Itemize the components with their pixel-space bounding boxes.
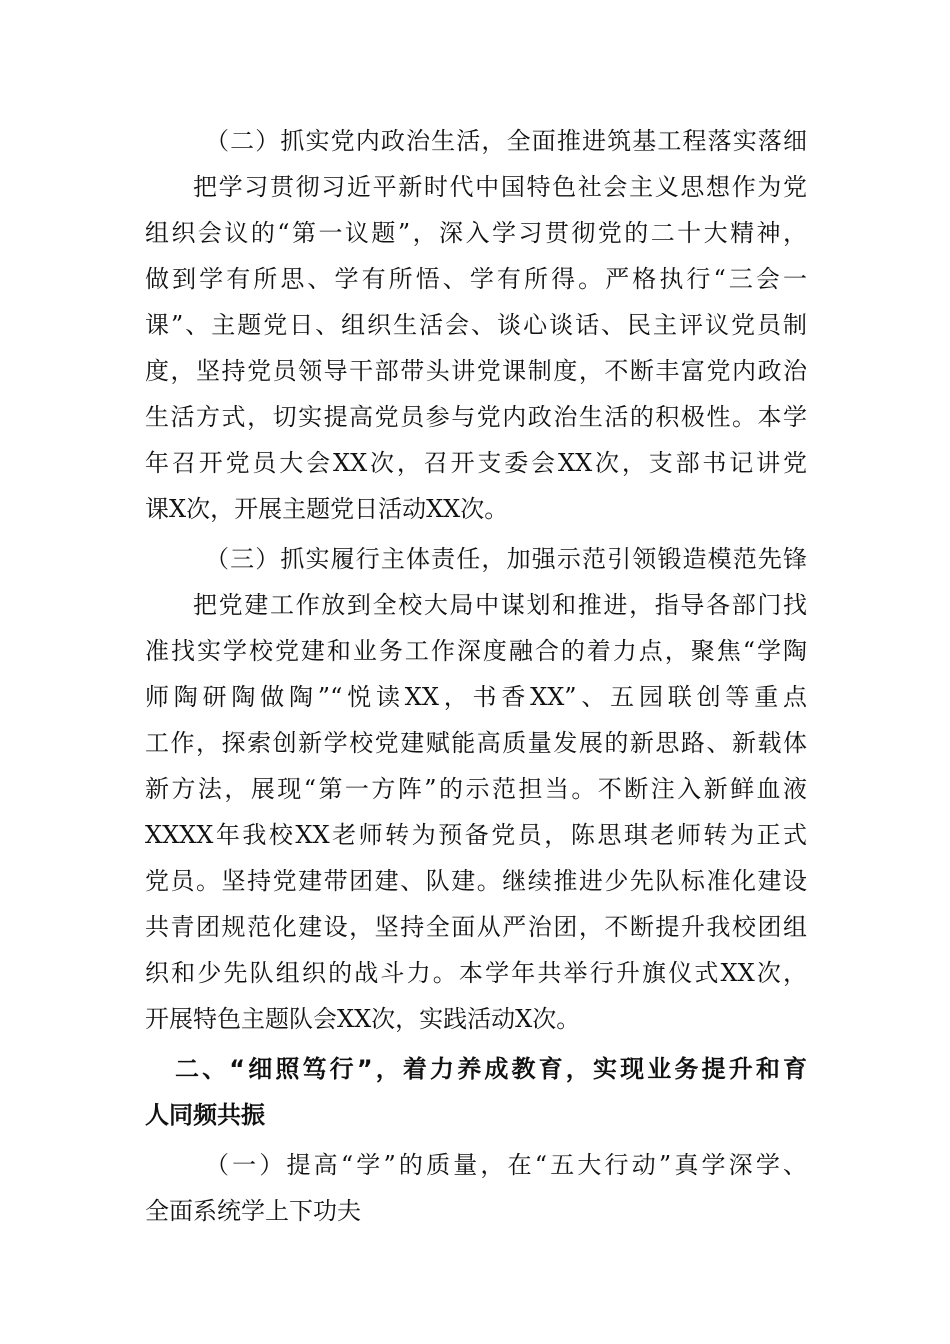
part-heading-continued: 人同频共振 — [145, 1101, 265, 1129]
paragraph-line: 生活方式，切实提高党员参与党内政治生活的积极性。本学 — [145, 403, 807, 431]
paragraph-line: 准找实学校党建和业务工作深度融合的着力点，聚焦“学陶 — [145, 637, 807, 665]
paragraph-line: 把党建工作放到全校大局中谋划和推进，指导各部门找 — [193, 591, 807, 619]
document-page — [145, 118, 807, 1234]
paragraph-line: 把学习贯彻习近平新时代中国特色社会主义思想作为党 — [193, 173, 807, 201]
paragraph-line: XXXX年我校XX老师转为预备党员，陈思琪老师转为正式 — [145, 821, 807, 849]
paragraph-line: 党员。坚持党建带团建、队建。继续推进少先队标准化建设 — [145, 867, 807, 895]
section-heading-3: （三）抓实履行主体责任，加强示范引领锻造模范先锋 — [205, 545, 807, 573]
section-heading-2: （二）抓实党内政治生活，全面推进筑基工程落实落细 — [205, 127, 807, 155]
paragraph-line: 新方法，展现“第一方阵”的示范担当。不断注入新鲜血液 — [145, 775, 807, 803]
part-heading: 二、“细照笃行”，着力养成教育，实现业务提升和育 — [175, 1055, 807, 1083]
paragraph-line: 年召开党员大会XX次，召开支委会XX次，支部书记讲党 — [145, 449, 807, 477]
paragraph-line: 师陶研陶做陶”“悦读XX，书香XX”、五园联创等重点 — [145, 683, 807, 711]
paragraph-line: 做到学有所思、学有所悟、学有所得。严格执行“三会一 — [145, 265, 807, 293]
paragraph-line: 组织会议的“第一议题”，深入学习贯彻党的二十大精神， — [145, 219, 807, 247]
paragraph-line: 度，坚持党员领导干部带头讲党课制度，不断丰富党内政治 — [145, 357, 807, 385]
subsection-heading-continued: 全面系统学上下功夫 — [145, 1197, 361, 1225]
paragraph-line: 工作，探索创新学校党建赋能高质量发展的新思路、新载体 — [145, 729, 807, 757]
paragraph-line: 织和少先队组织的战斗力。本学年共举行升旗仪式XX次， — [145, 959, 807, 987]
paragraph-line: 课”、主题党日、组织生活会、谈心谈话、民主评议党员制 — [145, 311, 807, 339]
paragraph-line-last: 课X次，开展主题党日活动XX次。 — [145, 495, 509, 523]
paragraph-line: 共青团规范化建设，坚持全面从严治团，不断提升我校团组 — [145, 913, 807, 941]
subsection-heading: （一）提高“学”的质量，在“五大行动”真学深学、 — [205, 1151, 807, 1179]
paragraph-line-last: 开展特色主题队会XX次，实践活动X次。 — [145, 1005, 581, 1033]
